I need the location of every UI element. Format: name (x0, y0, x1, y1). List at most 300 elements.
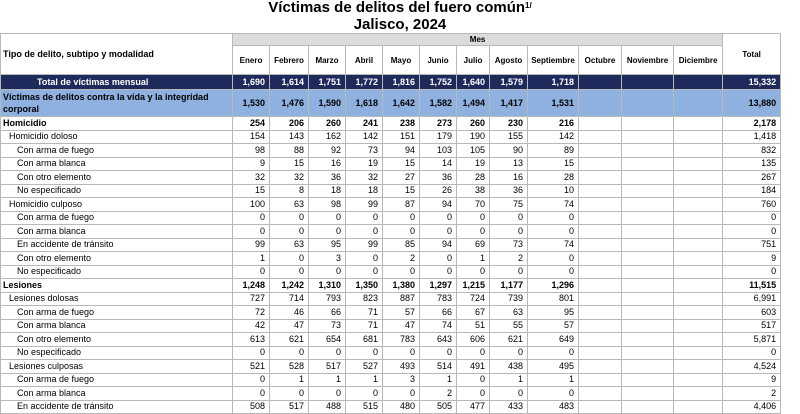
month-value-cell: 0 (309, 211, 346, 225)
month-value-cell (579, 130, 622, 144)
month-value-cell (622, 238, 674, 252)
month-value-cell: 32 (270, 171, 309, 185)
row-total-cell: 517 (723, 319, 781, 333)
month-value-cell (674, 319, 723, 333)
month-value-cell: 0 (490, 211, 528, 225)
month-value-cell: 1,531 (528, 90, 579, 117)
month-value-cell: 16 (490, 171, 528, 185)
month-value-cell: 0 (420, 265, 457, 279)
month-value-cell: 783 (383, 333, 420, 347)
month-value-cell: 0 (270, 387, 309, 401)
month-value-cell: 162 (309, 130, 346, 144)
month-value-cell: 649 (528, 333, 579, 347)
month-value-cell: 14 (420, 157, 457, 171)
month-value-cell: 1,417 (490, 90, 528, 117)
report-subtitle: Jalisco, 2024 (353, 16, 447, 33)
month-value-cell: 0 (457, 225, 490, 239)
row-total-cell: 751 (723, 238, 781, 252)
row-total-cell: 4,406 (723, 400, 781, 414)
month-value-cell: 1,640 (457, 75, 490, 90)
month-value-cell: 1 (270, 373, 309, 387)
month-value-cell (579, 292, 622, 306)
month-value-cell: 0 (233, 265, 270, 279)
row-total-cell: 1,418 (723, 130, 781, 144)
month-value-cell: 0 (346, 211, 383, 225)
month-value-cell: 0 (528, 252, 579, 266)
month-value-cell (674, 279, 723, 293)
row-label: Homicidio culposo (1, 198, 233, 212)
month-value-cell: 230 (490, 117, 528, 131)
month-value-cell: 1,297 (420, 279, 457, 293)
month-value-cell: 1,350 (346, 279, 383, 293)
month-value-cell (579, 117, 622, 131)
month-value-cell (674, 75, 723, 90)
header-month: Mayo (383, 46, 420, 75)
row-total-cell: 13,880 (723, 90, 781, 117)
month-value-cell (622, 373, 674, 387)
month-value-cell: 0 (233, 387, 270, 401)
month-value-cell: 74 (528, 238, 579, 252)
month-value-cell (579, 144, 622, 158)
month-value-cell: 3 (383, 373, 420, 387)
month-value-cell: 98 (233, 144, 270, 158)
month-value-cell (674, 373, 723, 387)
month-value-cell (622, 211, 674, 225)
month-value-cell (674, 117, 723, 131)
month-value-cell (622, 306, 674, 320)
month-value-cell (674, 387, 723, 401)
month-value-cell: 1,530 (233, 90, 270, 117)
month-value-cell: 32 (346, 171, 383, 185)
header-month: Marzo (309, 46, 346, 75)
month-value-cell (579, 387, 622, 401)
month-value-cell: 1 (346, 373, 383, 387)
month-value-cell: 1,579 (490, 75, 528, 90)
row-label: No especificado (1, 346, 233, 360)
month-value-cell: 0 (490, 265, 528, 279)
month-value-cell: 1,296 (528, 279, 579, 293)
month-value-cell: 99 (233, 238, 270, 252)
header-month: Julio (457, 46, 490, 75)
month-value-cell: 0 (457, 346, 490, 360)
month-value-cell: 71 (346, 319, 383, 333)
month-value-cell: 1,618 (346, 90, 383, 117)
month-value-cell: 1 (309, 373, 346, 387)
header-month: Abril (346, 46, 383, 75)
table-row (1, 130, 781, 144)
month-value-cell: 254 (233, 117, 270, 131)
month-value-cell: 71 (346, 306, 383, 320)
month-value-cell: 0 (528, 346, 579, 360)
month-value-cell: 488 (309, 400, 346, 414)
month-value-cell: 887 (383, 292, 420, 306)
row-label: Homicidio (1, 117, 233, 131)
month-value-cell: 0 (490, 387, 528, 401)
month-value-cell: 38 (457, 184, 490, 198)
month-value-cell: 480 (383, 400, 420, 414)
month-value-cell: 63 (270, 198, 309, 212)
month-value-cell (622, 130, 674, 144)
month-value-cell: 0 (457, 265, 490, 279)
header-month: Agosto (490, 46, 528, 75)
month-value-cell (579, 400, 622, 414)
month-value-cell (674, 171, 723, 185)
month-value-cell (622, 252, 674, 266)
row-label: Con arma blanca (1, 319, 233, 333)
month-value-cell (622, 265, 674, 279)
month-value-cell: 85 (383, 238, 420, 252)
month-value-cell: 0 (233, 225, 270, 239)
month-value-cell (674, 184, 723, 198)
month-value-cell: 521 (233, 360, 270, 374)
month-value-cell: 1,380 (383, 279, 420, 293)
month-value-cell: 1,614 (270, 75, 309, 90)
month-value-cell: 505 (420, 400, 457, 414)
header-month: Febrero (270, 46, 309, 75)
row-total-cell: 832 (723, 144, 781, 158)
month-value-cell: 724 (457, 292, 490, 306)
month-value-cell (579, 265, 622, 279)
month-value-cell: 15 (233, 184, 270, 198)
month-value-cell (579, 184, 622, 198)
month-value-cell (622, 157, 674, 171)
row-total-cell: 760 (723, 198, 781, 212)
row-total-cell: 4,524 (723, 360, 781, 374)
month-value-cell: 75 (490, 198, 528, 212)
row-label: Con arma de fuego (1, 144, 233, 158)
month-value-cell: 0 (270, 225, 309, 239)
month-value-cell: 216 (528, 117, 579, 131)
table-row (1, 373, 781, 387)
month-value-cell: 36 (309, 171, 346, 185)
table-row (1, 319, 781, 333)
month-value-cell: 94 (383, 144, 420, 158)
row-total-cell: 2,178 (723, 117, 781, 131)
month-value-cell (579, 333, 622, 347)
table-row (1, 400, 781, 414)
header-month: Noviembre (622, 46, 674, 75)
row-total-cell: 15,332 (723, 75, 781, 90)
month-value-cell: 1,772 (346, 75, 383, 90)
month-value-cell (622, 184, 674, 198)
month-value-cell: 103 (420, 144, 457, 158)
header-mes: Mes (233, 34, 723, 46)
month-value-cell: 0 (528, 211, 579, 225)
month-value-cell: 69 (457, 238, 490, 252)
month-value-cell: 90 (490, 144, 528, 158)
month-value-cell: 143 (270, 130, 309, 144)
month-value-cell: 47 (383, 319, 420, 333)
month-value-cell: 493 (383, 360, 420, 374)
month-value-cell: 15 (383, 184, 420, 198)
month-value-cell: 1,718 (528, 75, 579, 90)
month-value-cell: 793 (309, 292, 346, 306)
month-value-cell: 98 (309, 198, 346, 212)
month-value-cell (674, 333, 723, 347)
row-label: Homicidio doloso (1, 130, 233, 144)
month-value-cell: 66 (309, 306, 346, 320)
month-value-cell: 260 (309, 117, 346, 131)
month-value-cell: 783 (420, 292, 457, 306)
row-label: Con arma blanca (1, 225, 233, 239)
month-value-cell: 99 (346, 198, 383, 212)
month-value-cell: 433 (490, 400, 528, 414)
table-row (1, 171, 781, 185)
month-value-cell: 517 (270, 400, 309, 414)
month-value-cell (622, 346, 674, 360)
month-value-cell: 13 (490, 157, 528, 171)
month-value-cell: 1,215 (457, 279, 490, 293)
month-value-cell: 654 (309, 333, 346, 347)
month-value-cell: 0 (383, 265, 420, 279)
month-value-cell (622, 400, 674, 414)
month-value-cell: 154 (233, 130, 270, 144)
month-value-cell: 2 (383, 252, 420, 266)
footnote-marker: 1/ (525, 1, 532, 10)
table-row (1, 306, 781, 320)
month-value-cell: 36 (490, 184, 528, 198)
month-value-cell (579, 319, 622, 333)
table-row (1, 238, 781, 252)
month-value-cell: 1 (528, 373, 579, 387)
month-value-cell: 0 (383, 387, 420, 401)
table-row (1, 144, 781, 158)
month-value-cell: 0 (457, 211, 490, 225)
row-total-cell: 184 (723, 184, 781, 198)
month-value-cell: 1,752 (420, 75, 457, 90)
victims-table (0, 33, 781, 414)
month-value-cell: 142 (346, 130, 383, 144)
month-value-cell: 26 (420, 184, 457, 198)
row-total-cell: 2 (723, 387, 781, 401)
month-value-cell: 89 (528, 144, 579, 158)
month-value-cell: 55 (490, 319, 528, 333)
month-value-cell: 15 (383, 157, 420, 171)
row-label: Lesiones (1, 279, 233, 293)
month-value-cell: 0 (383, 346, 420, 360)
month-value-cell: 36 (420, 171, 457, 185)
month-value-cell: 142 (528, 130, 579, 144)
row-label: No especificado (1, 265, 233, 279)
month-value-cell: 18 (346, 184, 383, 198)
month-value-cell: 95 (309, 238, 346, 252)
month-value-cell (579, 157, 622, 171)
month-value-cell: 3 (309, 252, 346, 266)
month-value-cell: 63 (270, 238, 309, 252)
row-total-cell: 267 (723, 171, 781, 185)
month-value-cell: 621 (490, 333, 528, 347)
month-value-cell: 0 (346, 225, 383, 239)
header-total: Total (723, 34, 781, 75)
table-row (1, 387, 781, 401)
month-value-cell: 0 (270, 252, 309, 266)
row-total-cell: 9 (723, 373, 781, 387)
month-value-cell: 0 (528, 225, 579, 239)
month-value-cell: 8 (270, 184, 309, 198)
month-value-cell (674, 211, 723, 225)
month-value-cell: 70 (457, 198, 490, 212)
month-value-cell: 0 (490, 346, 528, 360)
month-value-cell (674, 292, 723, 306)
row-label: Lesiones culposas (1, 360, 233, 374)
month-value-cell: 0 (309, 265, 346, 279)
month-value-cell: 88 (270, 144, 309, 158)
month-value-cell (674, 252, 723, 266)
month-value-cell: 1,177 (490, 279, 528, 293)
month-value-cell: 73 (309, 319, 346, 333)
month-value-cell: 1,242 (270, 279, 309, 293)
month-value-cell: 95 (528, 306, 579, 320)
month-value-cell: 206 (270, 117, 309, 131)
month-value-cell: 10 (528, 184, 579, 198)
table-row (1, 90, 781, 117)
month-value-cell: 515 (346, 400, 383, 414)
month-value-cell: 1,642 (383, 90, 420, 117)
month-value-cell: 739 (490, 292, 528, 306)
month-value-cell: 0 (233, 373, 270, 387)
table-row (1, 198, 781, 212)
month-value-cell: 1,494 (457, 90, 490, 117)
month-value-cell (579, 238, 622, 252)
month-value-cell: 0 (309, 225, 346, 239)
month-value-cell (674, 265, 723, 279)
month-value-cell (674, 360, 723, 374)
month-value-cell: 57 (383, 306, 420, 320)
row-total-cell: 11,515 (723, 279, 781, 293)
month-value-cell: 643 (420, 333, 457, 347)
row-label: Lesiones dolosas (1, 292, 233, 306)
month-value-cell (579, 346, 622, 360)
month-value-cell: 517 (309, 360, 346, 374)
month-value-cell: 238 (383, 117, 420, 131)
row-label: Con otro elemento (1, 333, 233, 347)
header-month: Enero (233, 46, 270, 75)
month-value-cell: 1 (420, 373, 457, 387)
row-total-cell: 0 (723, 265, 781, 279)
row-label: No especificado (1, 184, 233, 198)
month-value-cell (622, 144, 674, 158)
month-value-cell: 0 (233, 346, 270, 360)
row-label: Con otro elemento (1, 252, 233, 266)
month-value-cell: 179 (420, 130, 457, 144)
month-value-cell: 0 (383, 211, 420, 225)
row-total-cell: 6,991 (723, 292, 781, 306)
month-value-cell: 606 (457, 333, 490, 347)
month-value-cell: 18 (309, 184, 346, 198)
month-value-cell: 74 (528, 198, 579, 212)
report-title-block (0, 0, 800, 33)
month-value-cell (579, 373, 622, 387)
table-row (1, 265, 781, 279)
table-body (1, 75, 781, 414)
month-value-cell: 0 (420, 252, 457, 266)
month-value-cell (622, 319, 674, 333)
month-value-cell: 1,816 (383, 75, 420, 90)
month-value-cell: 438 (490, 360, 528, 374)
header-row-mes (1, 34, 781, 46)
month-value-cell: 0 (420, 225, 457, 239)
month-value-cell: 15 (270, 157, 309, 171)
month-value-cell: 46 (270, 306, 309, 320)
month-value-cell: 1,248 (233, 279, 270, 293)
month-value-cell (674, 225, 723, 239)
row-label: Total de víctimas mensual (1, 75, 233, 90)
month-value-cell: 155 (490, 130, 528, 144)
month-value-cell: 714 (270, 292, 309, 306)
row-label: Con arma de fuego (1, 373, 233, 387)
header-month: Octubre (579, 46, 622, 75)
row-total-cell: 603 (723, 306, 781, 320)
month-value-cell: 1,310 (309, 279, 346, 293)
table-row (1, 252, 781, 266)
month-value-cell (579, 171, 622, 185)
header-month: Diciembre (674, 46, 723, 75)
row-label: Con arma blanca (1, 157, 233, 171)
month-value-cell: 66 (420, 306, 457, 320)
month-value-cell: 495 (528, 360, 579, 374)
month-value-cell: 477 (457, 400, 490, 414)
table-row (1, 225, 781, 239)
row-label: Víctimas de delitos contra la vida y la integridad corporal (1, 90, 233, 117)
header-month: Septiembre (528, 46, 579, 75)
month-value-cell: 1,590 (309, 90, 346, 117)
month-value-cell (674, 130, 723, 144)
month-value-cell (622, 387, 674, 401)
month-value-cell: 1,751 (309, 75, 346, 90)
month-value-cell (579, 90, 622, 117)
month-value-cell (579, 225, 622, 239)
month-value-cell (579, 252, 622, 266)
month-value-cell: 2 (420, 387, 457, 401)
month-value-cell: 151 (383, 130, 420, 144)
month-value-cell: 100 (233, 198, 270, 212)
month-value-cell: 241 (346, 117, 383, 131)
month-value-cell (674, 400, 723, 414)
month-value-cell: 67 (457, 306, 490, 320)
month-value-cell (674, 157, 723, 171)
month-value-cell: 94 (420, 198, 457, 212)
month-value-cell: 0 (346, 387, 383, 401)
month-value-cell: 28 (457, 171, 490, 185)
table-row (1, 292, 781, 306)
row-label: Con arma de fuego (1, 306, 233, 320)
month-value-cell (674, 144, 723, 158)
report-title-text: Víctimas de delitos del fuero común (268, 0, 526, 16)
month-value-cell: 0 (270, 346, 309, 360)
row-total-cell: 0 (723, 225, 781, 239)
month-value-cell (674, 346, 723, 360)
month-value-cell: 73 (346, 144, 383, 158)
row-label: En accidente de tránsito (1, 238, 233, 252)
month-value-cell: 99 (346, 238, 383, 252)
row-total-cell: 5,871 (723, 333, 781, 347)
month-value-cell: 1,582 (420, 90, 457, 117)
month-value-cell: 16 (309, 157, 346, 171)
row-label: Con otro elemento (1, 171, 233, 185)
month-value-cell (579, 198, 622, 212)
month-value-cell: 1,476 (270, 90, 309, 117)
header-tipo: Tipo de delito, subtipo y modalidad (1, 34, 233, 75)
month-value-cell (622, 171, 674, 185)
month-value-cell: 273 (420, 117, 457, 131)
month-value-cell (622, 198, 674, 212)
month-value-cell: 0 (457, 373, 490, 387)
table-row (1, 346, 781, 360)
month-value-cell: 15 (528, 157, 579, 171)
row-total-cell: 9 (723, 252, 781, 266)
month-value-cell: 483 (528, 400, 579, 414)
month-value-cell: 0 (528, 387, 579, 401)
